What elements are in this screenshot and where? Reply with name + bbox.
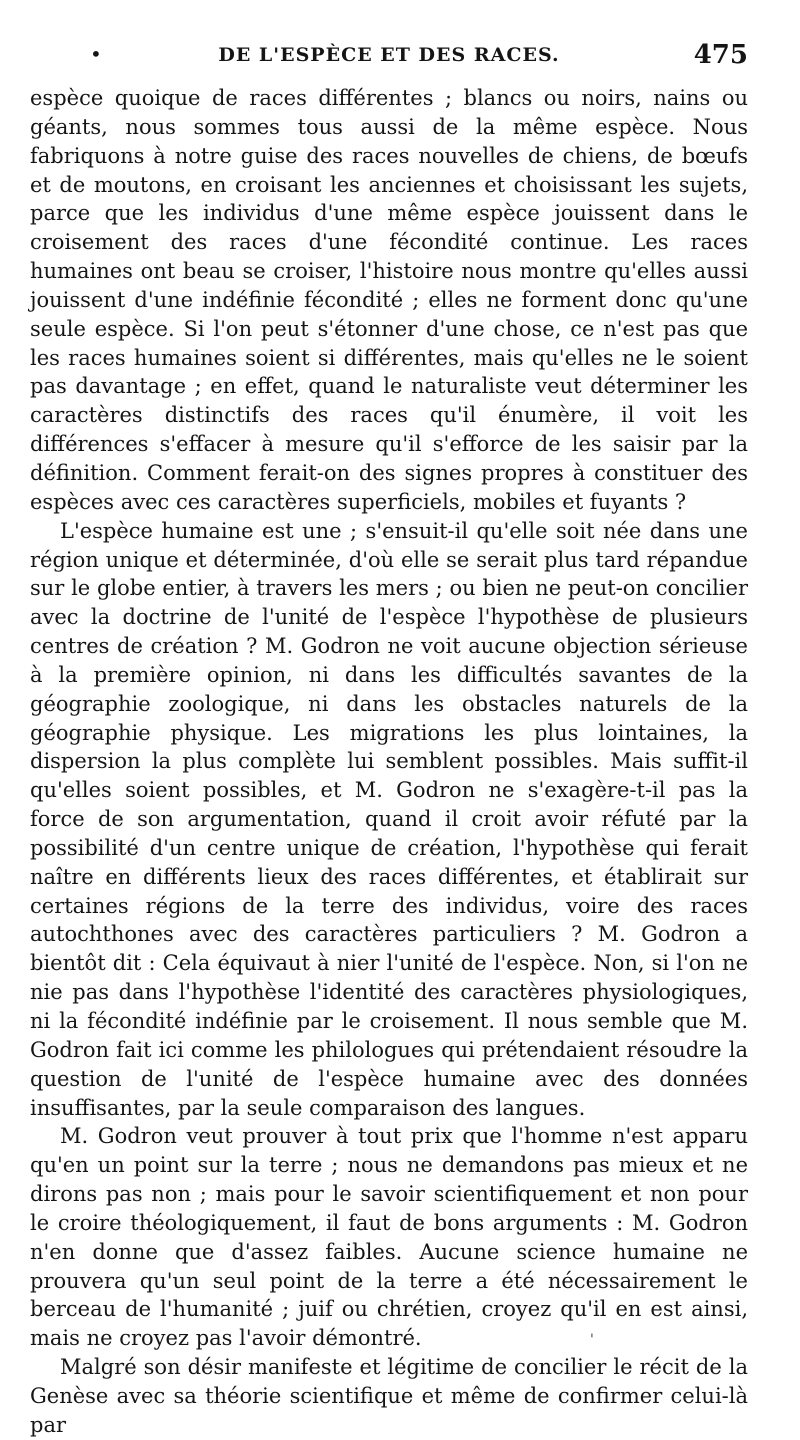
paragraph-3: M. Godron veut prouver à tout prix que l'homme n'est apparu qu'en un point sur la terre ; nous ne demandons pas mieux et ne dirons pas non ; mais pour le savoir scientifiquement et non pour le croire théologiquement, il faut de bons arguments : M. Godron n'en donne que d'assez faibles. Aucune science humaine ne prouvera qu'un seul point de la terre a été nécessairement le berceau de l'humanité ; juif ou chrétien, croyez qu'il en est ainsi, mais ne croyez pas l'avoir démontré.: [30, 1124, 748, 1351]
paragraph-2: L'espèce humaine est une ; s'ensuit-il qu'elle soit née dans une région unique et déterminée, d'où elle se serait plus tard répandue sur le globe entier, à travers les mers ; ou bien ne peut-on concilier avec la doctrine de l'unité de l'espèce l'hypothèse de plusieurs centres de création ? M. Godron ne voit aucune objection sérieuse à la première opinion, ni dans les difficultés savantes de la géographie zoologique, ni dans les obstacles naturels de la géographie physique. Les migrations les plus lointaines, la dispersion la plus complète lui semblent possibles. Mais suffit-il qu'elles soient possibles, et M. Godron ne s'exagère-t-il pas la force de son argumentation, quand il croit avoir réfuté par la possibilité d'un centre unique de création, l'hypothèse qui ferait naître en différents lieux des races différentes, et établirait sur certaines régions de la terre des individus, voire des races autochthones avec des caractères particuliers ? M. Godron a bientôt dit : Cela équivaut à nier l'unité de l'espèce. Non, si l'on ne nie pas dans l'hypothèse l'identité des caractères physiologiques, ni la fécondité indéfinie par le croisement. Il nous semble que M. Godron fait ici comme les philologues qui prétendaient résoudre la question de l'unité de l'espèce humaine avec des données insuffisantes, par la seule comparaison des langues.: [30, 518, 748, 1120]
header-dot: •: [90, 42, 102, 66]
paragraph-1: espèce quoique de races différentes ; blancs ou noirs, nains ou géants, nous sommes tous aussi de la même espèce. Nous fabriquons à notre guise des races nouvelles de chiens, de bœufs et de moutons, en croisant les anciennes et choisissant les sujets, parce que les individus d'une même espèce jouissent dans le croisement des races d'une fécondité continue. Les races humaines ont beau se croiser, l'histoire nous montre qu'elles aussi jouissent d'une indéfinie fécondité ; elles ne forment donc qu'une seule espèce. Si l'on peut s'étonner d'une chose, ce n'est pas que les races humaines soient si différentes, mais qu'elles ne le soient pas davantage ; en effet, quand le naturaliste veut déterminer les caractères distinctifs des races qu'il énumère, il voit les différences s'effacer à mesure qu'il s'efforce de les saisir par la définition. Comment ferait-on des signes propres à constituer des espèces avec ces caractères superficiels, mobiles et fuyants ?: [30, 86, 748, 514]
page-header: [30, 38, 748, 72]
paragraph-4: Malgré son désir manifeste et légitime de concilier le récit de la Genèse avec sa théorie scientifique et même de confirmer celui-là par: [30, 1355, 748, 1437]
page-number: 475: [693, 40, 748, 70]
running-title: DE L'ESPÈCE ET DES RACES.: [218, 44, 560, 66]
footer-mark: ': [590, 1332, 594, 1348]
body-text: [30, 84, 748, 1440]
